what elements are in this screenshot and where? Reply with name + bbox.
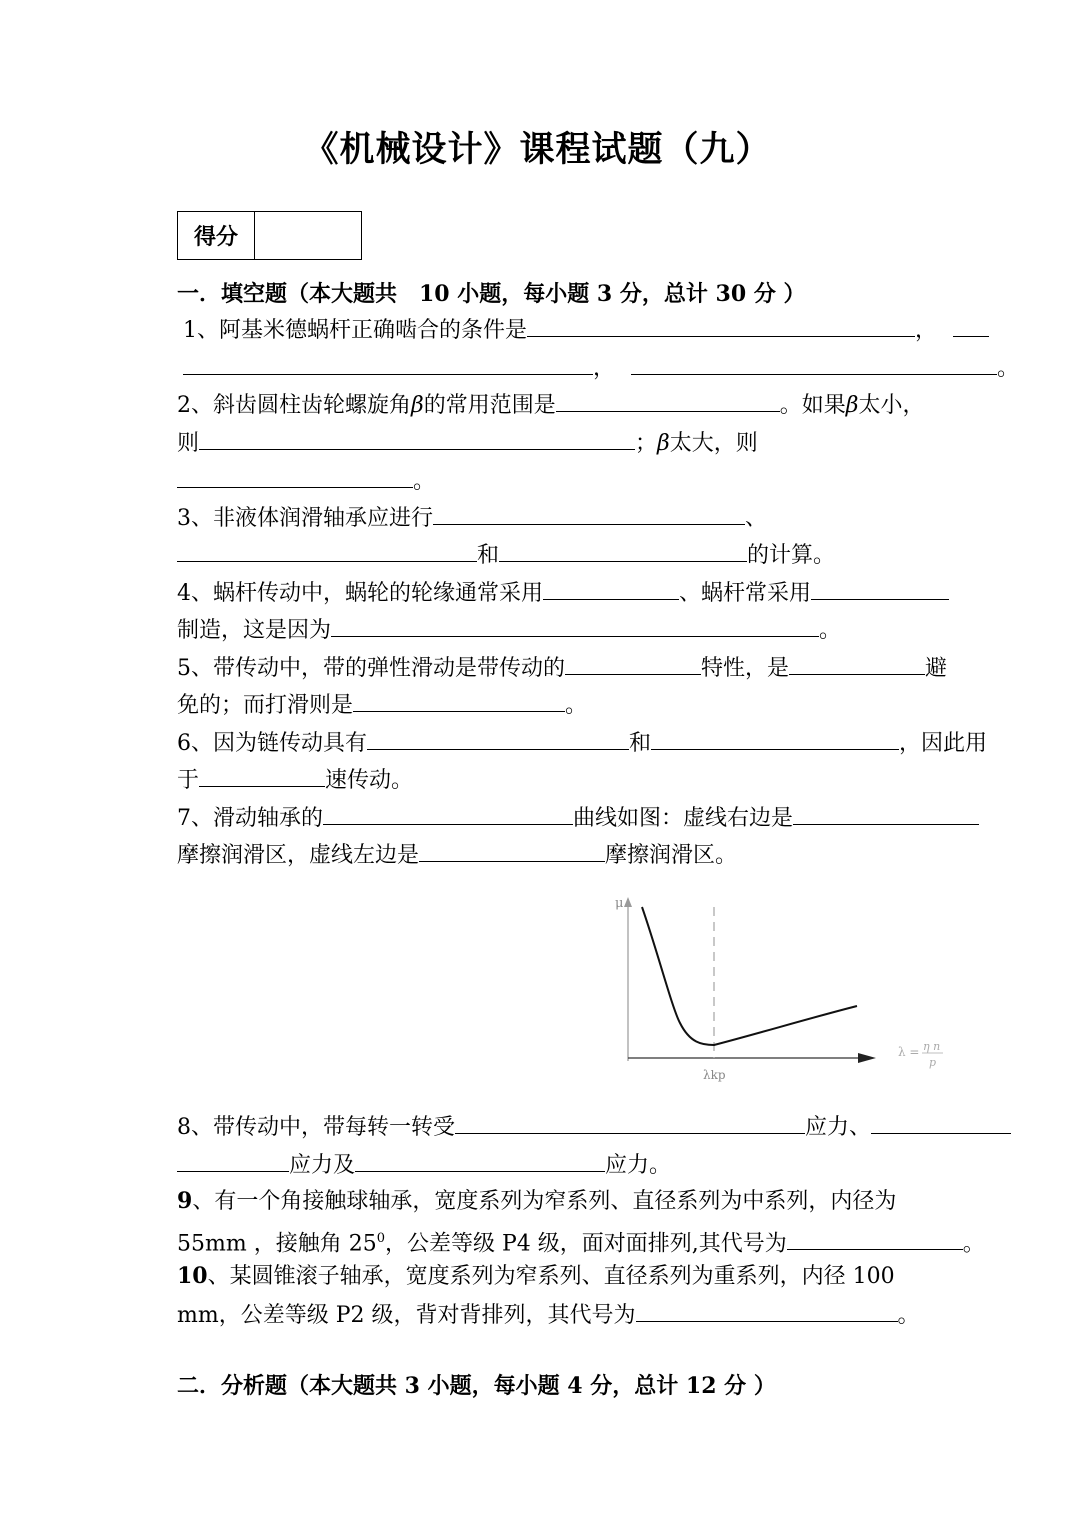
q7-blank-2 bbox=[793, 802, 979, 825]
x-axis-label: λ = bbox=[898, 1045, 920, 1059]
q5-line2: 免的；而打滑则是 。 bbox=[177, 689, 587, 719]
q8-blank-2b bbox=[177, 1149, 289, 1172]
score-box bbox=[177, 211, 362, 260]
q3-blank-2 bbox=[177, 539, 477, 562]
critical-label: λkp bbox=[703, 1068, 726, 1082]
q6-line1: 6、因为链传动具有 和 ，因此用 bbox=[177, 727, 987, 757]
q10-line1: 10、某圆锥滚子轴承，宽度系列为窄系列、直径系列为重系列，内径 100 bbox=[177, 1263, 895, 1289]
q10-blank-1 bbox=[636, 1299, 898, 1322]
q1-blank-1 bbox=[527, 314, 915, 337]
q2-blank-2 bbox=[199, 427, 635, 450]
q7-line1: 7、滑动轴承的 曲线如图：虚线右边是 bbox=[177, 802, 979, 832]
q1-line1: 1、阿基米德蜗杆正确啮合的条件是 ， bbox=[183, 314, 989, 344]
q1-blank-2b bbox=[183, 352, 593, 375]
q4-line1: 4、蜗杆传动中，蜗轮的轮缘通常采用 、蜗杆常采用 bbox=[177, 577, 949, 607]
y-axis-label: μ bbox=[615, 896, 624, 911]
q7-blank-3 bbox=[419, 839, 605, 862]
q8-blank-2a bbox=[871, 1111, 1011, 1134]
q9-line2: 55mm ，接触角 $25^0$，公差等级 P4 级，面对面排列,其代号为 。 bbox=[177, 1224, 985, 1254]
section2-heading: 二．分析题（本大题共 3 小题，每小题 4 分，总计 12 分 ） bbox=[177, 1373, 776, 1399]
q9-blank-1 bbox=[787, 1227, 963, 1250]
q2-blank-3 bbox=[177, 465, 413, 488]
x-axis-arrow bbox=[858, 1053, 876, 1063]
stribeck-figure bbox=[600, 893, 960, 1093]
q2-line1: 2、斜齿圆柱齿轮螺旋角β的常用范围是 。如果β太小， bbox=[177, 389, 924, 419]
score-value bbox=[255, 212, 361, 259]
q5-blank-3 bbox=[353, 689, 565, 712]
q7-line2: 摩擦润滑区，虚线左边是 摩擦润滑区。 bbox=[177, 839, 737, 869]
q6-blank-3 bbox=[199, 764, 325, 787]
q3-blank-1 bbox=[433, 502, 745, 525]
q7-blank-1 bbox=[323, 802, 573, 825]
q3-blank-3 bbox=[499, 539, 747, 562]
q8-blank-3 bbox=[355, 1149, 605, 1172]
q6-blank-1 bbox=[367, 727, 629, 750]
q10-line2: mm，公差等级 P2 级，背对背排列，其代号为 。 bbox=[177, 1299, 920, 1329]
q6-blank-2 bbox=[651, 727, 899, 750]
q4-line2: 制造，这是因为 。 bbox=[177, 614, 841, 644]
q1-line2: ， 。 bbox=[183, 352, 1019, 382]
q3-line2: 和 的计算。 bbox=[177, 539, 835, 569]
q2-blank-1 bbox=[556, 389, 780, 412]
x-label-denominator: p bbox=[929, 1056, 937, 1069]
q8-line1: 8、带传动中，带每转一转受 应力、 bbox=[177, 1111, 1011, 1141]
q5-line1: 5、带传动中，带的弹性滑动是带传动的 特性，是 避 bbox=[177, 652, 947, 682]
section1-heading: 一．填空题（本大题共 10 小题，每小题 3 分，总计 30 分 ） bbox=[177, 281, 806, 307]
q8-blank-1 bbox=[455, 1111, 805, 1134]
q9-line1: 9、有一个角接触球轴承，宽度系列为窄系列、直径系列为中系列，内径为 bbox=[177, 1188, 897, 1214]
q3-line1: 3、非液体润滑轴承应进行 、 bbox=[177, 502, 767, 532]
score-label: 得分 bbox=[178, 212, 255, 259]
y-axis-arrow bbox=[624, 897, 632, 907]
q2-line3: 。 bbox=[177, 465, 435, 495]
q1-blank-2a bbox=[953, 314, 989, 337]
q4-blank-1 bbox=[543, 577, 679, 600]
q6-line2: 于 速传动。 bbox=[177, 764, 413, 794]
q2-line2: 则 ；β太大，则 bbox=[177, 427, 758, 457]
q5-blank-2 bbox=[789, 652, 925, 675]
q1-blank-3 bbox=[631, 352, 997, 375]
x-label-numerator: η n bbox=[923, 1040, 941, 1053]
q4-blank-3 bbox=[331, 614, 819, 637]
stribeck-svg bbox=[600, 893, 960, 1093]
q5-blank-1 bbox=[565, 652, 701, 675]
q8-line2: 应力及 应力。 bbox=[177, 1149, 671, 1179]
friction-curve bbox=[642, 907, 857, 1045]
exam-title: 《机械设计》课程试题（九） bbox=[303, 129, 772, 170]
q4-blank-2 bbox=[811, 577, 949, 600]
